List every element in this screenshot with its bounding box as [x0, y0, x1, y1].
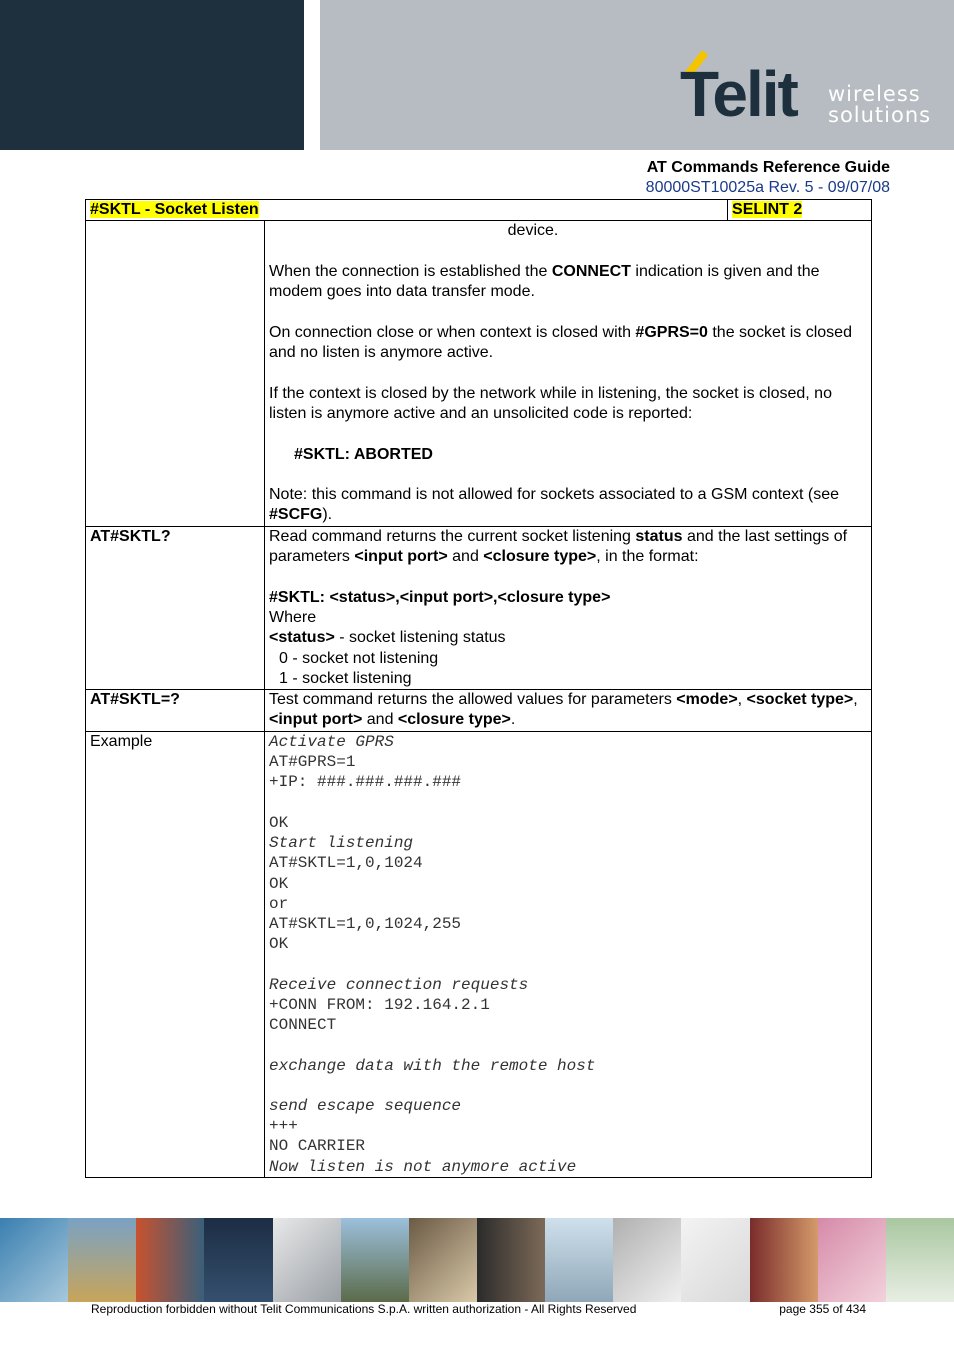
example-line: OK — [269, 935, 289, 954]
note-paragraph: Note: this command is not allowed for sockets associated to a GSM context (see #SCFG). — [269, 486, 840, 524]
example-line: AT#SKTL=1,0,1024,255 — [269, 915, 462, 934]
example-comment: Receive connection requests — [269, 975, 529, 994]
row-label-example: Example — [86, 731, 265, 1177]
footer-photo — [477, 1218, 545, 1302]
example-block — [265, 731, 872, 1177]
footer-photo — [681, 1218, 749, 1302]
table-row — [86, 690, 872, 732]
guide-revision: 80000ST10025a Rev. 5 - 09/07/08 — [645, 179, 890, 196]
status-value-1: 1 - socket listening — [279, 669, 412, 687]
table-row — [86, 526, 872, 689]
example-line: AT#GPRS=1 — [269, 753, 356, 772]
footer-photo — [68, 1218, 136, 1302]
footer-photo — [273, 1218, 341, 1302]
table-row — [86, 221, 872, 526]
footer-photo-strip — [0, 1218, 954, 1302]
example-line: +IP: ###.###.###.### — [269, 773, 462, 792]
read-description: Read command returns the current socket listening status and the last settings of parameters <input port> and <closure type>, in the format: — [269, 527, 848, 566]
footer-photo — [341, 1218, 409, 1302]
telit-logo — [676, 48, 936, 138]
logo-tagline-2: solutions — [828, 103, 932, 127]
footer-photo — [886, 1218, 954, 1302]
footer-photo — [0, 1218, 68, 1302]
status-value-0: 0 - socket not listening — [279, 649, 439, 667]
row-label-read: AT#SKTL? — [86, 526, 265, 689]
footer-rights: Reproduction forbidden without Telit Communications S.p.A. written authorization - All Rights Reserved — [91, 1302, 637, 1316]
table-row — [86, 731, 872, 1177]
example-line: +++ — [269, 1117, 298, 1136]
row-label-test: AT#SKTL=? — [86, 690, 265, 732]
example-line: NO CARRIER — [269, 1137, 366, 1156]
footer-page-number: page 355 of 434 — [779, 1302, 866, 1316]
footer-photo — [204, 1218, 272, 1302]
row-label-empty — [86, 221, 265, 526]
selint-badge: SELINT 2 — [732, 201, 803, 218]
aborted-code: #SKTL: ABORTED — [294, 445, 433, 463]
row-description — [265, 526, 872, 689]
example-line: or — [269, 894, 289, 913]
footer-photo — [818, 1218, 886, 1302]
example-comment: send escape sequence — [269, 1096, 462, 1115]
footer-photo — [613, 1218, 681, 1302]
test-description: Test command returns the allowed values for parameters <mode>, <socket type>, <input port> and <closure type>. — [269, 691, 858, 729]
example-comment: Now listen is not anymore active — [269, 1157, 577, 1176]
example-line: +CONN FROM: 192.164.2.1 — [269, 995, 490, 1014]
example-comment: Start listening — [269, 833, 414, 852]
guide-title: AT Commands Reference Guide — [646, 159, 890, 176]
logo-tagline — [828, 84, 931, 126]
header-dark-block — [0, 0, 304, 150]
table-title-cell — [86, 200, 728, 221]
example-line: AT#SKTL=1,0,1024 — [269, 854, 423, 873]
footer-photo — [136, 1218, 204, 1302]
where-label: Where — [269, 608, 317, 626]
table-header-row — [86, 200, 872, 221]
read-format: #SKTL: <status>,<input port>,<closure type> — [269, 588, 611, 606]
example-line: CONNECT — [269, 1016, 337, 1035]
example-comment: Activate GPRS — [269, 732, 394, 751]
row-description — [265, 221, 872, 526]
close-paragraph: On connection close or when context is closed with #GPRS=0 the socket is closed and no listen is anymore active. — [269, 323, 852, 362]
footer-photo — [545, 1218, 613, 1302]
device-line: device. — [507, 222, 559, 240]
footer-photo — [409, 1218, 477, 1302]
command-table — [85, 199, 872, 1178]
table-title: #SKTL - Socket Listen — [90, 201, 259, 218]
logo-word: Telit — [680, 58, 797, 130]
example-comment: exchange data with the remote host — [269, 1056, 596, 1075]
connect-paragraph: When the connection is established the CONNECT indication is given and the modem goes into data transfer mode. — [269, 262, 820, 301]
network-close-paragraph: If the context is closed by the network while in listening, the socket is closed, no listen is anymore active and an unsolicited code is reported: — [269, 384, 832, 422]
status-param: <status> - socket listening status — [269, 629, 506, 647]
example-line: OK — [269, 874, 289, 893]
footer-photo — [750, 1218, 818, 1302]
selint-cell — [728, 200, 872, 221]
row-description — [265, 690, 872, 732]
example-line: OK — [269, 813, 289, 832]
logo-tagline-1: wireless — [828, 82, 921, 106]
